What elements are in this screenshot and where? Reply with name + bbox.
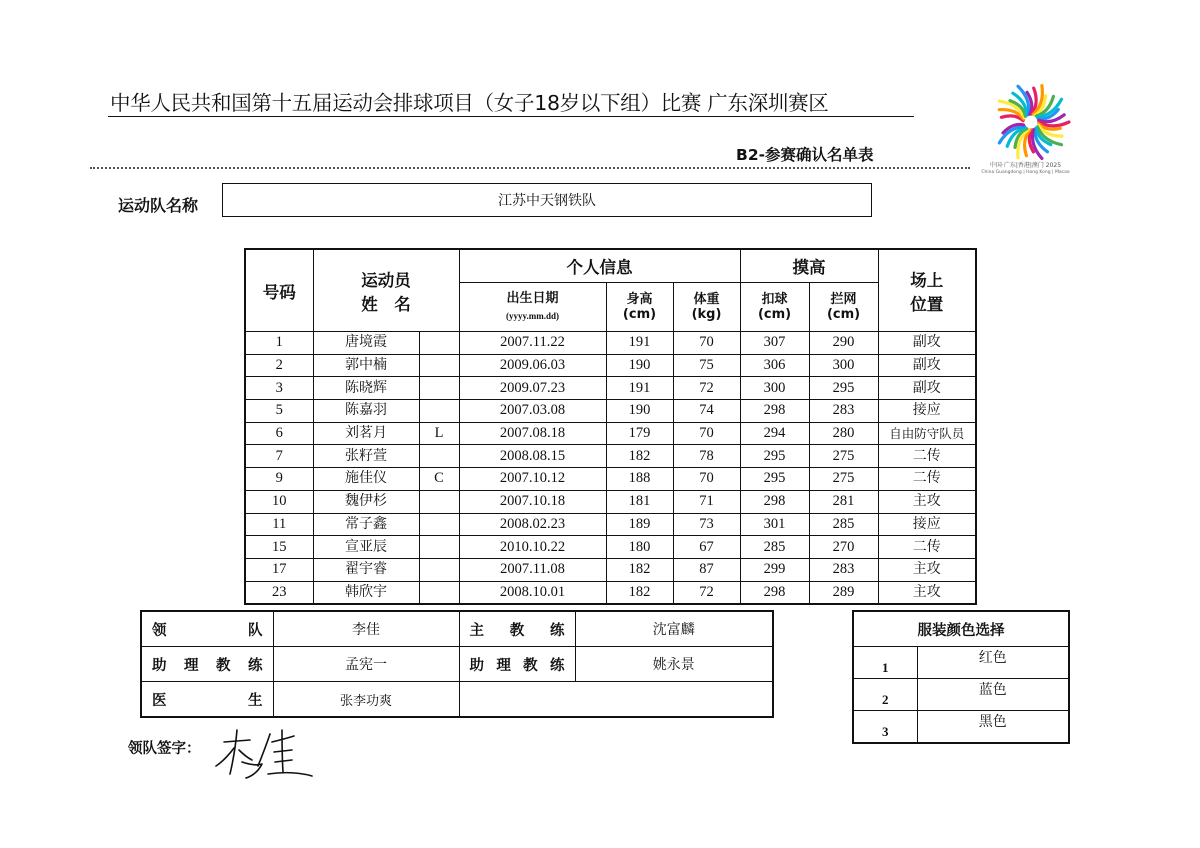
head-coach-label [459,611,575,647]
uniform-color-options [853,647,1069,744]
position-header-line2: 位置 [910,294,944,314]
roster-row [245,490,976,513]
player-number: 11 [245,513,313,536]
player-height: 191 [606,377,673,400]
player-position: 二传 [878,536,976,559]
player-block-reach: 295 [809,377,878,400]
roster-row [245,354,976,377]
leader-label [141,611,273,647]
player-spike-reach: 301 [740,513,809,536]
doctor-value: 张李功爽 [273,682,459,718]
player-height: 182 [606,445,673,468]
player-role-mark [419,581,459,604]
player-height: 181 [606,490,673,513]
uniform-color-row [853,679,1069,711]
player-spike-reach: 298 [740,490,809,513]
dotted-divider [90,167,970,169]
player-height: 190 [606,400,673,423]
roster-row [245,422,976,445]
uniform-color-row [853,647,1069,679]
player-position: 副攻 [878,332,976,355]
player-spike-reach: 298 [740,581,809,604]
roster-row [245,377,976,400]
player-name: 宣亚辰 [313,536,419,559]
player-birth-date: 2010.10.22 [459,536,606,559]
roster-row [245,536,976,559]
player-birth-date: 2007.11.08 [459,558,606,581]
player-weight: 75 [673,354,740,377]
player-role-mark [419,536,459,559]
block-header [809,283,878,332]
player-position: 主攻 [878,558,976,581]
spike-header-label: 扣球 [761,292,788,307]
label-char: 主 [469,622,484,639]
doctor-label-chars [152,689,263,710]
player-birth-date: 2007.10.18 [459,490,606,513]
label-char: 理 [496,657,511,674]
birth-format-hint: (yyyy.mm.dd) [505,310,559,321]
player-role-mark [419,558,459,581]
player-height: 189 [606,513,673,536]
label-char: 医 [152,692,167,709]
roster-table [244,248,977,605]
player-block-reach: 280 [809,422,878,445]
title-underline [108,116,914,117]
player-weight: 72 [673,377,740,400]
player-weight: 74 [673,400,740,423]
assistant-coach-label [141,647,273,682]
player-block-reach: 289 [809,581,878,604]
player-number: 9 [245,468,313,491]
player-block-reach: 283 [809,558,878,581]
player-birth-date: 2008.10.01 [459,581,606,604]
uniform-color-value: 黑色 [917,711,1069,744]
player-birth-date: 2008.08.15 [459,445,606,468]
height-unit: (cm) [622,307,657,322]
player-weight: 70 [673,468,740,491]
player-name: 陈晓辉 [313,377,419,400]
player-birth-date: 2009.06.03 [459,354,606,377]
player-role-mark [419,354,459,377]
player-position: 主攻 [878,490,976,513]
player-weight: 73 [673,513,740,536]
label-char: 练 [550,622,565,639]
player-role-mark [419,377,459,400]
leader-label-chars [152,619,263,640]
player-spike-reach: 307 [740,332,809,355]
assistant-coach-2-value: 姚永景 [575,647,773,682]
player-name: 唐境霞 [313,332,419,355]
player-height: 188 [606,468,673,491]
uniform-color-index: 3 [853,711,917,744]
block-unit: (cm) [826,307,861,322]
form-subtitle: B2-参赛确认名单表 [736,146,874,164]
roster-row [245,332,976,355]
player-name: 常子鑫 [313,513,419,536]
player-height: 182 [606,581,673,604]
player-birth-date: 2007.08.18 [459,422,606,445]
roster-body [245,332,976,605]
player-weight: 70 [673,422,740,445]
player-position: 接应 [878,400,976,423]
player-number: 1 [245,332,313,355]
height-header [606,283,673,332]
player-name: 韩欣宇 [313,581,419,604]
team-name-field: 江苏中天钢铁队 [222,183,872,217]
height-header-label: 身高 [626,292,653,307]
player-weight: 71 [673,490,740,513]
label-char: 练 [248,657,263,674]
label-char: 队 [248,622,263,639]
player-number: 5 [245,400,313,423]
player-number: 6 [245,422,313,445]
birth-header [459,283,606,332]
roster-row [245,468,976,491]
player-role-mark [419,400,459,423]
weight-header-label: 体重 [693,292,720,307]
block-header-label: 拦网 [830,292,857,307]
roster-row [245,558,976,581]
uniform-color-table [852,610,1070,744]
handwritten-signature [212,722,322,782]
player-spike-reach: 294 [740,422,809,445]
uniform-color-title: 服装颜色选择 [853,611,1069,647]
head-coach-label-chars [470,619,565,640]
player-position: 接应 [878,513,976,536]
player-position: 自由防守队员 [878,422,976,445]
player-position: 主攻 [878,581,976,604]
birth-header-label: 出生日期 [506,290,559,306]
player-weight: 72 [673,581,740,604]
player-height: 182 [606,558,673,581]
label-char: 助 [469,657,484,674]
player-weight: 87 [673,558,740,581]
player-name: 施佳仪 [313,468,419,491]
player-position: 二传 [878,468,976,491]
assistant-coach-2-label-chars [470,654,565,675]
uniform-color-index: 1 [853,647,917,679]
uniform-color-index: 2 [853,679,917,711]
assistant-coach-1-value: 孟宪一 [273,647,459,682]
player-weight: 67 [673,536,740,559]
player-number: 7 [245,445,313,468]
doctor-label [141,682,273,718]
assistant-coach-label-chars [152,654,263,675]
spike-unit: (cm) [757,307,792,322]
player-number: 10 [245,490,313,513]
player-spike-reach: 300 [740,377,809,400]
label-char: 教 [216,657,231,674]
player-number: 3 [245,377,313,400]
label-char: 助 [152,657,167,674]
label-char: 练 [549,657,565,674]
label-char: 教 [523,657,538,674]
logo-caption: 中国·广东|香港|澳门 2025 [989,162,1062,169]
uniform-color-row [853,711,1069,744]
player-name: 张籽萱 [313,445,419,468]
player-role-mark [419,445,459,468]
player-block-reach: 275 [809,468,878,491]
staff-table [140,610,774,718]
player-name: 翟宇睿 [313,558,419,581]
reach-header: 摸高 [740,249,878,283]
roster-row [245,445,976,468]
player-number: 2 [245,354,313,377]
player-height: 179 [606,422,673,445]
player-spike-reach: 285 [740,536,809,559]
player-spike-reach: 295 [740,445,809,468]
player-number: 15 [245,536,313,559]
player-weight: 78 [673,445,740,468]
player-role-mark: L [419,422,459,445]
player-birth-date: 2007.03.08 [459,400,606,423]
roster-row [245,513,976,536]
label-char: 理 [184,657,199,674]
player-name: 陈嘉羽 [313,400,419,423]
weight-header [673,283,740,332]
position-header-line1: 场上 [910,270,944,290]
player-name: 郭中楠 [313,354,419,377]
personal-info-header: 个人信息 [459,249,740,283]
player-block-reach: 281 [809,490,878,513]
spike-header [740,283,809,332]
player-role-mark [419,332,459,355]
head-coach-value: 沈富麟 [575,611,773,647]
player-position: 副攻 [878,377,976,400]
athlete-header [313,249,459,332]
label-char: 教 [509,622,525,639]
assistant-coach-2-label [459,647,575,682]
document-title: 中华人民共和国第十五届运动会排球项目（女子18岁以下组）比赛 广东深圳赛区 [110,91,829,115]
logo-ray [1039,122,1069,126]
team-name-label: 运动队名称 [118,196,199,215]
player-name: 魏伊杉 [313,490,419,513]
player-role-mark [419,490,459,513]
player-spike-reach: 299 [740,558,809,581]
player-birth-date: 2007.11.22 [459,332,606,355]
player-position: 副攻 [878,354,976,377]
player-block-reach: 270 [809,536,878,559]
label-char: 生 [248,692,263,709]
player-height: 191 [606,332,673,355]
athlete-header-line1: 运动员 [361,270,411,290]
player-birth-date: 2009.07.23 [459,377,606,400]
player-role-mark: C [419,468,459,491]
player-name: 刘茗月 [313,422,419,445]
player-block-reach: 285 [809,513,878,536]
player-weight: 70 [673,332,740,355]
uniform-color-value: 红色 [917,647,1069,679]
empty-cell [459,682,773,718]
player-spike-reach: 295 [740,468,809,491]
leader-value: 李佳 [273,611,459,647]
player-block-reach: 275 [809,445,878,468]
leader-signature-label: 领队签字： [128,741,201,757]
player-position: 二传 [878,445,976,468]
player-spike-reach: 306 [740,354,809,377]
player-block-reach: 300 [809,354,878,377]
roster-row [245,581,976,604]
uniform-color-value: 蓝色 [917,679,1069,711]
player-birth-date: 2008.02.23 [459,513,606,536]
player-height: 180 [606,536,673,559]
weight-unit: (kg) [691,307,722,322]
label-char: 领 [152,622,167,639]
player-spike-reach: 298 [740,400,809,423]
player-number: 17 [245,558,313,581]
player-number: 23 [245,581,313,604]
roster-row [245,400,976,423]
player-birth-date: 2007.10.12 [459,468,606,491]
position-header [878,249,976,332]
player-block-reach: 283 [809,400,878,423]
number-header: 号码 [245,249,313,332]
athlete-header-line2: 姓 名 [361,294,411,314]
player-block-reach: 290 [809,332,878,355]
logo-caption-en: China Guangdong | Hong Kong | Macao [981,170,1070,175]
player-height: 190 [606,354,673,377]
player-role-mark [419,513,459,536]
